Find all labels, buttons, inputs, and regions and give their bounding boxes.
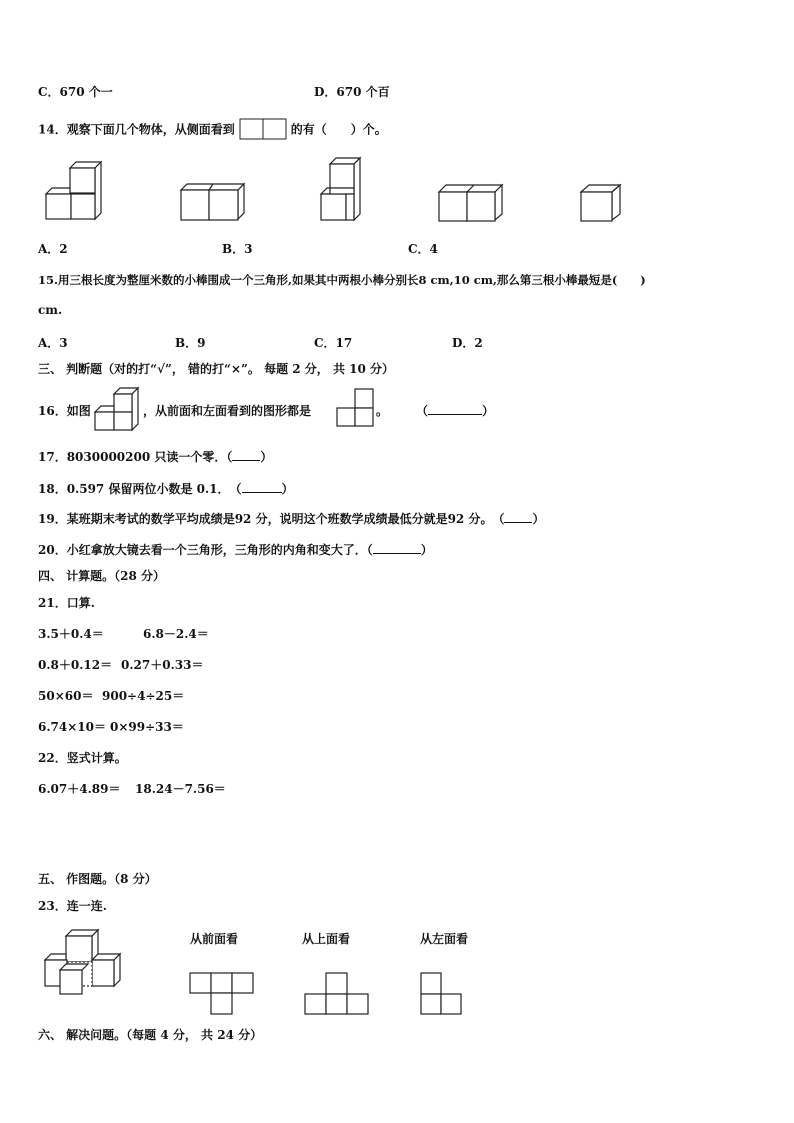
q14-stem-part2: 的有（ ）个。	[290, 122, 387, 137]
q17-text: 17．8030000200 只读一个零．（	[38, 450, 233, 464]
vertical-calc-2: 18.24－7.56＝	[135, 782, 226, 796]
oral-calc-1: 3.5＋0.4＝	[38, 627, 104, 641]
q20-paren-right: ）	[420, 543, 433, 557]
q16-paren-left: （	[416, 404, 429, 418]
q20-text: 20．小红拿放大镜去看一个三角形，三角形的内角和变大了．（	[38, 543, 373, 557]
q18-paren-right: ）	[281, 482, 294, 496]
front-view-figure[interactable]	[189, 972, 255, 1016]
q16-cube-figure	[94, 386, 140, 432]
question-22-title: 22．竖式计算。	[38, 751, 127, 765]
cube-figure-3	[320, 156, 364, 222]
vertical-calc-1: 6.07＋4.89＝	[38, 782, 121, 796]
q16-stem-part1: 16．如图	[38, 404, 91, 418]
q15-option-d: D．2	[452, 336, 483, 350]
question-14-stem	[38, 120, 387, 140]
view-label-front: 从前面看	[190, 932, 239, 946]
q16-stem-part2: ，从前面和左面看到的图形都是	[143, 404, 312, 418]
oral-calc-7: 6.74×10＝	[38, 720, 106, 734]
q14-stem-part1: 14．观察下面几个物体，从侧面看到	[38, 122, 235, 137]
q16-view-figure	[336, 388, 376, 428]
q19-text: 19．某班期末考试的数学平均成绩是92 分，说明这个班数学成绩最低分就是92 分。 （	[38, 512, 505, 526]
q16-stem-part3: 。	[376, 404, 389, 418]
option-d: D．670 个百	[314, 85, 390, 99]
cube-figure-1	[45, 158, 105, 222]
cube-figure-4	[438, 182, 504, 222]
q20-answer-blank[interactable]	[373, 542, 421, 554]
q16-blank-line	[428, 403, 482, 415]
cube-figure-2	[180, 180, 246, 222]
view-label-left: 从左面看	[420, 932, 469, 946]
view-label-top: 从上面看	[302, 932, 351, 946]
question-17	[38, 448, 272, 465]
question-15-stem: 15.用三根长度为整厘米数的小棒围成一个三角形,如果其中两根小棒分别长8 cm,10 cm,那么第三根小棒最短是( )	[38, 273, 646, 287]
left-view-figure[interactable]	[420, 972, 464, 1016]
q15-option-a: A．3	[38, 336, 68, 350]
section-6-heading: 六、 解决问题。（每题 4 分， 共 24 分）	[38, 1028, 263, 1042]
question-21-title: 21．口算.	[38, 596, 95, 610]
q16-paren-right: ）	[482, 404, 495, 418]
q23-solid-figure	[44, 928, 124, 996]
side-view-inline-figure	[239, 120, 287, 140]
top-view-figure[interactable]	[304, 972, 370, 1016]
q17-answer-blank[interactable]	[232, 449, 260, 461]
cube-figure-5	[580, 182, 622, 222]
oral-calc-2: 6.8－2.4＝	[143, 627, 209, 641]
section-3-heading: 三、 判断题（对的打“√”， 错的打“×”。 每题 2 分， 共 10 分）	[38, 362, 395, 376]
q15-option-c: C．17	[314, 336, 353, 350]
q14-option-b: B．3	[222, 242, 253, 256]
q14-option-a: A．2	[38, 242, 68, 256]
question-18	[38, 480, 294, 497]
oral-calc-6: 900÷4÷25＝	[102, 689, 185, 703]
section-4-heading: 四、 计算题。（28 分）	[38, 569, 166, 583]
oral-calc-4: 0.27＋0.33＝	[121, 658, 204, 672]
q19-answer-blank[interactable]	[504, 511, 532, 523]
option-c: C．670 个一	[38, 85, 113, 99]
question-19	[38, 510, 544, 527]
q15-option-b: B．9	[175, 336, 206, 350]
q17-paren-right: ）	[260, 450, 273, 464]
q19-paren-right: ）	[532, 512, 545, 526]
oral-calc-3: 0.8＋0.12＝	[38, 658, 113, 672]
oral-calc-5: 50×60＝	[38, 689, 94, 703]
q18-answer-blank[interactable]	[242, 481, 282, 493]
section-5-heading: 五、 作图题。（8 分）	[38, 872, 157, 886]
oral-calc-8: 0×99÷33＝	[110, 720, 184, 734]
question-15-stem-cont: cm.	[38, 303, 63, 317]
q16-answer-blank[interactable]	[416, 402, 494, 419]
question-20	[38, 541, 433, 558]
q18-text: 18．0.597 保留两位小数是 0.1． （	[38, 482, 242, 496]
q14-option-c: C．4	[408, 242, 438, 256]
question-23-title: 23．连一连.	[38, 899, 107, 913]
